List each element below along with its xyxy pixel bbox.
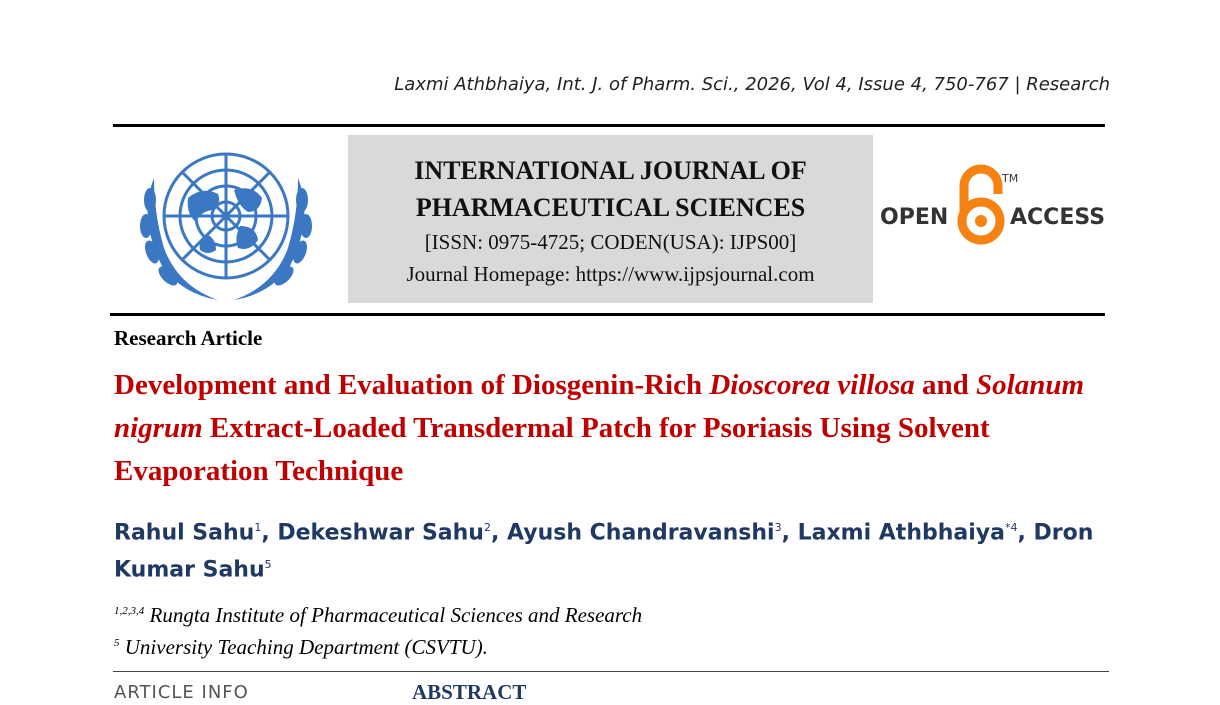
un-emblem-icon [128, 138, 324, 306]
affiliation-item: $^{1,2,3,4}$ Rungta Institute of Pharmaceutical Sciences and Research [114, 603, 643, 627]
affiliation-item: $^5$ University Teaching Department (CSVTU). [114, 635, 488, 659]
open-access-text-right: ACCESS [1010, 205, 1106, 230]
author-name: Ayush Chandravanshi [506, 520, 775, 546]
journal-name: INTERNATIONAL JOURNAL OF PHARMACEUTICAL SCIENCES [414, 156, 807, 222]
journal-issn: [ISSN: 0975-4725; CODEN(USA): IJPS00] [424, 230, 797, 254]
author-name: Dron Kumar Sahu [114, 520, 1094, 583]
affiliations [114, 597, 642, 661]
open-access-logo [880, 164, 1108, 252]
open-access-text-left: OPEN [880, 205, 949, 230]
citation-header: Laxmi Athbhaiya, Int. J. of Pharm. Sci., 2026, Vol 4, Issue 4, 750-767 | Research [394, 74, 1110, 95]
section-rule [113, 671, 1109, 672]
author-name: Rahul Sahu [114, 520, 255, 546]
author-list: Rahul Sahu$^1$, Dekeshwar Sahu$^2$, Ayush Chandravanshi$^3$, Laxmi Athbhaiya$^{*4}$, Dron Kumar Sahu$^5$ [114, 520, 1094, 583]
header-rule-bottom [110, 313, 1105, 316]
abstract-heading: ABSTRACT [412, 680, 527, 704]
author-name: Laxmi Athbhaiya [797, 520, 1005, 546]
header-rule-top [113, 124, 1105, 127]
open-access-lock-icon [962, 169, 1000, 240]
article-type: Research Article [114, 326, 263, 350]
author-name: Dekeshwar Sahu [277, 520, 484, 546]
article-title: Development and Evaluation of Diosgenin-Rich Dioscorea villosa and Solanum nigrum Extract-Loaded Transdermal Patch for Psoriasis Using Solvent Evaporation Technique [114, 369, 1085, 487]
journal-homepage: Journal Homepage: https://www.ijpsjournal.com [406, 262, 815, 286]
journal-info-box [348, 135, 873, 303]
open-access-tm: TM [1002, 172, 1019, 185]
article-info-heading: ARTICLE INFO [114, 682, 249, 703]
